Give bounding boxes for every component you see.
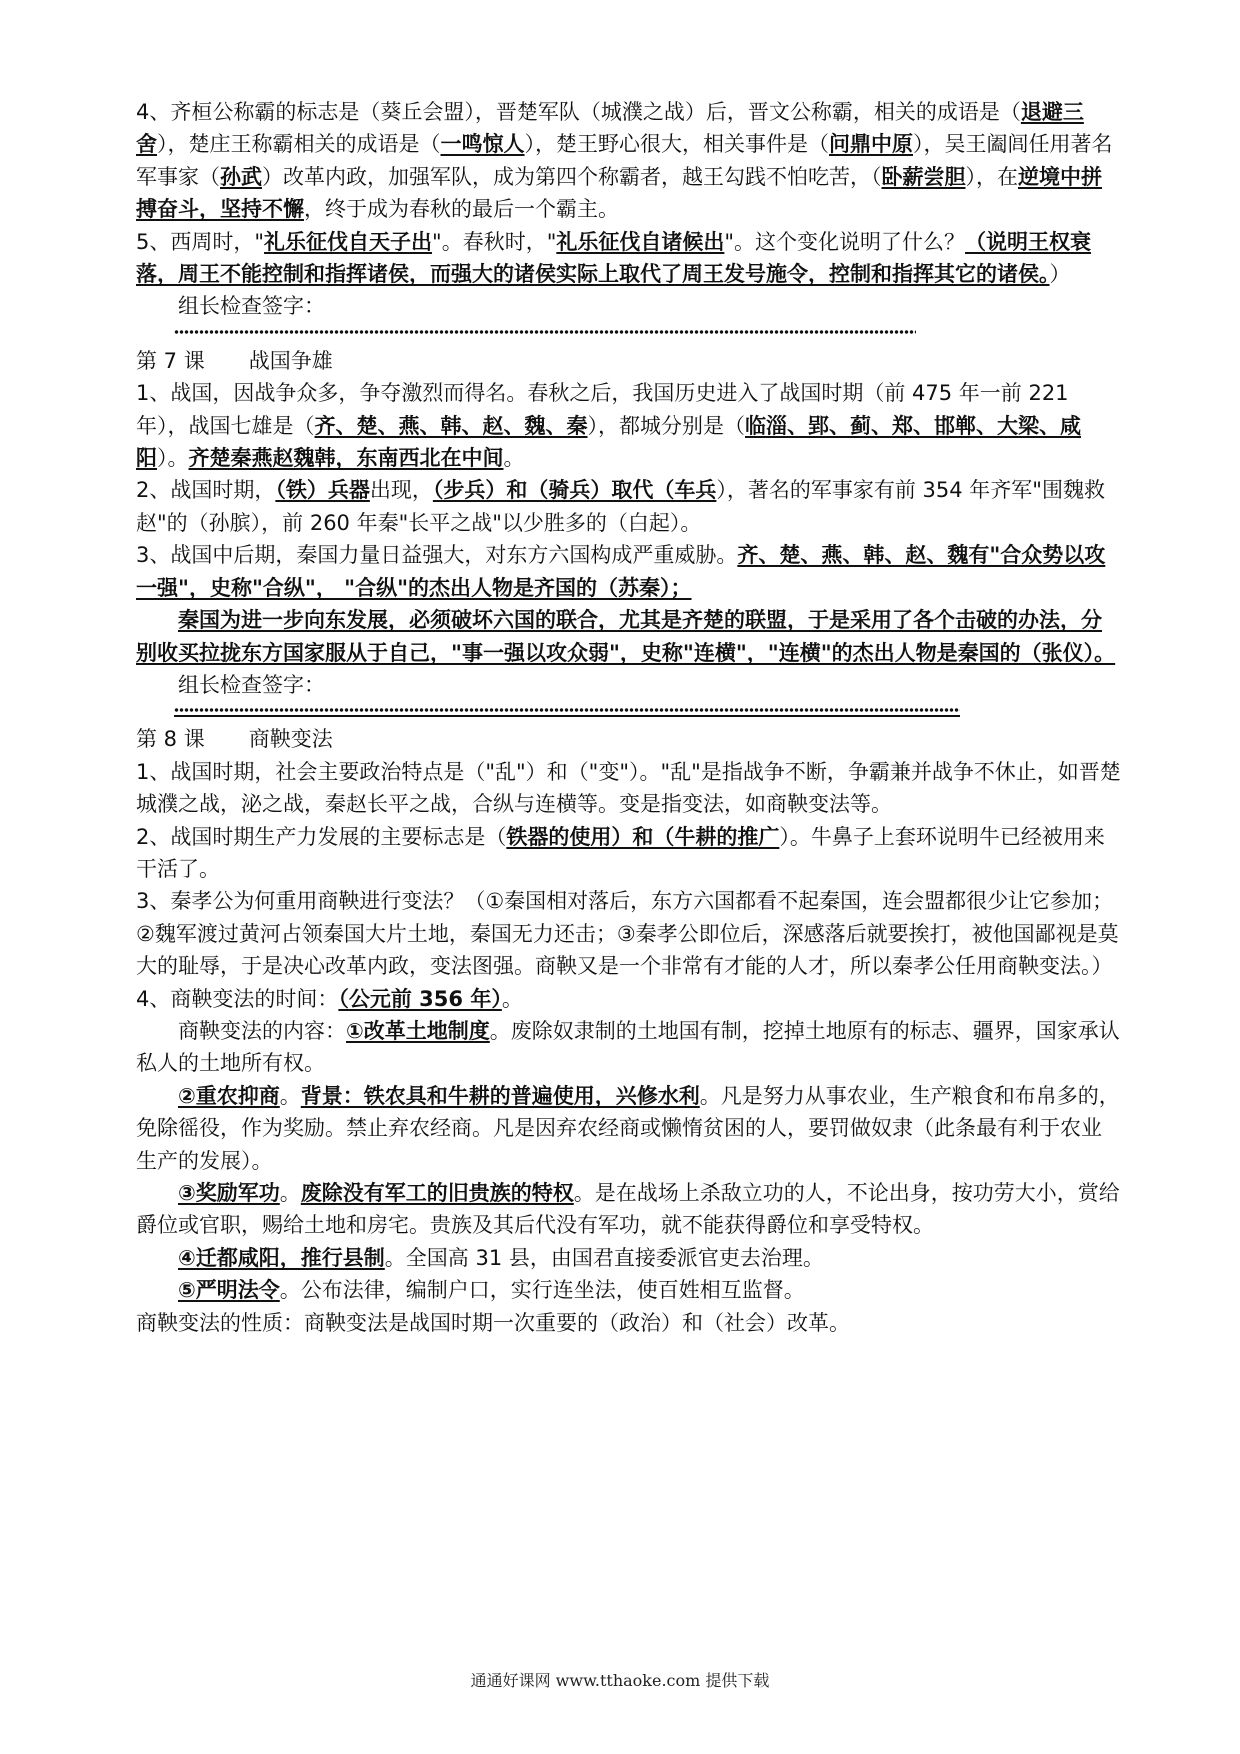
paragraph-l8-content-1 — [136, 1015, 1122, 1080]
emphasized-text: ②重农抑商 — [178, 1083, 280, 1108]
text-run: "。这个变化说明了什么？ — [724, 229, 966, 254]
emphasized-text: （步兵）和（骑兵）取代（车兵 — [432, 478, 717, 503]
text-run: ），吴王阖闾任用著名军事家（ — [136, 132, 1113, 189]
paragraph-l7-q3 — [136, 539, 1122, 604]
dotted-signature-line — [174, 325, 916, 339]
emphasized-text: ④迁都咸阳，推行县制 — [178, 1245, 385, 1270]
emphasized-text: 铁器的使用）和（牛耕的推广 — [506, 824, 780, 849]
signature-label: 组长检查签字： — [178, 294, 325, 319]
text-run: ）。 — [157, 446, 189, 471]
text-run: 。全国高 31 县，由国君直接委派官吏去治理。 — [384, 1245, 824, 1270]
text-run: 1、战国时期，社会主要政治特点是（"乱"）和（"变"）。"乱"是指战争不断，争霸兼并战争不休止，如晋楚城濮之战，泌之战，秦赵长平之战，合纵与连横等。变是指变法，如商鞅变法等。 — [136, 759, 1121, 817]
paragraph-l8-q4 — [136, 983, 1122, 1015]
paragraph-s6-q5 — [136, 226, 1122, 291]
paragraph-l7-q1 — [136, 377, 1122, 474]
lesson-title: 战国争雄 — [248, 348, 333, 373]
paragraph-l7-q2 — [136, 474, 1122, 539]
emphasized-text: 卧薪尝胆 — [881, 164, 966, 189]
emphasized-text: 齐、楚、燕、韩、赵、魏有"合众势以攻一强"，史称"合纵"， "合纵"的杰出人物是齐国的（苏秦）； — [136, 543, 1106, 600]
lesson-7-heading — [136, 345, 1122, 377]
text-run: ）改革内政，加强军队，成为第四个称霸者，越王勾践不怕吃苦，（ — [262, 164, 882, 189]
emphasized-text: 背景：铁农具和牛耕的普遍使用，兴修水利 — [300, 1083, 700, 1108]
text-run: 1、战国，因战争众多，争夺激烈而得名。春秋之后，我国历史进入了战国时期（前 475 年一前 221 年），战国七雄是（ — [136, 381, 1069, 438]
lesson-number: 第 8 课 — [136, 727, 205, 752]
emphasized-text: 退避三舍 — [136, 100, 1084, 157]
lesson-title: 商鞅变法 — [248, 727, 333, 752]
text-run: 3、秦孝公为何重用商鞅进行变法？（①秦国相对落后，东方六国都看不起秦国，连会盟都很少让它参加；②魏军渡过黄河占领秦国大片土地，秦国无力还击；③秦孝公即位后，深感落后就要挨打，被他国鄙视是莫大的耻辱，于是决心改革内政，变法图强。商鞅又是一个非常有才能的人才，所以秦孝公任用商鞅变法。） — [136, 889, 1119, 979]
dotted-signature-line — [174, 703, 960, 717]
paragraph-s6-q4 — [136, 96, 1122, 226]
emphasized-text: （公元前 356 年） — [338, 986, 502, 1011]
paragraph-l8-content-2 — [136, 1080, 1122, 1177]
text-run: 4、商鞅变法的时间： — [136, 986, 339, 1011]
paragraph-l8-q3 — [136, 885, 1122, 982]
text-run: 。 — [501, 986, 523, 1011]
emphasized-text: 礼乐征伐自诸候出 — [556, 229, 725, 254]
text-run: ），楚庄王称霸相关的成语是（ — [157, 132, 441, 157]
emphasized-text: 礼乐征伐自天子出 — [264, 229, 433, 254]
text-run: "。春秋时，" — [432, 229, 557, 254]
text-run: ），在 — [965, 164, 1018, 189]
text-run: 。 — [279, 1083, 301, 1108]
emphasized-text: 齐、楚、燕、韩、赵、魏、秦 — [314, 413, 588, 438]
paragraph-l8-content-4 — [136, 1242, 1122, 1274]
text-run: 3、战国中后期，秦国力量日益强大，对东方六国构成严重威胁。 — [136, 543, 738, 568]
text-run: ，终于成为春秋的最后一个霸主。 — [304, 197, 619, 222]
emphasized-text: 齐楚秦燕赵魏韩，东南西北在中间 — [188, 446, 504, 471]
text-run: 。是在战场上杀敌立功的人，不论出身，按功劳大小，赏给爵位或官职，赐给土地和房宅。贵族及其后代没有军功，就不能获得爵位和享受特权。 — [136, 1181, 1120, 1238]
emphasized-text: （铁）兵器 — [275, 478, 370, 503]
text-run: 4、齐桓公称霸的标志是（葵丘会盟），晋楚军队（城濮之战）后，晋文公称霸，相关的成语是（ — [136, 100, 1021, 124]
text-run: 。 — [279, 1181, 301, 1205]
emphasized-text: 废除没有军工的旧贵族的特权 — [300, 1181, 574, 1205]
emphasized-text: （说明王权衰落，周王不能控制和指挥诸侯，而强大的诸侯实际上取代了周王发号施令，控制和指挥其它的诸侯。 — [136, 229, 1092, 287]
paragraph-l8-content-5 — [136, 1274, 1122, 1306]
emphasized-text: ③奖励军功 — [178, 1181, 280, 1205]
text-run: 出现， — [369, 478, 433, 503]
text-run: 5、西周时，" — [136, 229, 265, 254]
text-run: 2、战国时期生产力发展的主要标志是（ — [136, 824, 507, 849]
paragraph-l8-q1 — [136, 756, 1122, 821]
text-run: ）。牛鼻子上套环说明牛已经被用来干活了。 — [136, 824, 1105, 881]
text-run: 。废除奴隶制的土地国有制，挖掉土地原有的标志、疆界，国家承认私人的土地所有权。 — [136, 1018, 1120, 1076]
page-footer: 通通好课网 www.tthaoke.com 提供下载 — [470, 1671, 770, 1690]
paragraph-l7-q3b — [136, 604, 1122, 669]
emphasized-text: 问鼎中原 — [829, 132, 913, 157]
emphasized-text: 临淄、郢、蓟、郑、邯郸、大梁、咸阳 — [136, 413, 1081, 471]
emphasized-text: ①改革土地制度 — [346, 1018, 490, 1043]
text-run: 商鞅变法的内容： — [178, 1018, 346, 1043]
text-run: 2、战国时期， — [136, 478, 276, 503]
text-run: 。公布法律，编制户口，实行连坐法，使百姓相互监督。 — [279, 1278, 805, 1303]
text-run: 。凡是努力从事农业，生产粮食和布帛多的，免除徭役，作为奖励。禁止弃农经商。凡是因弃农经商或懒惰贫困的人，要罚做奴隶（此条最有利于农业生产的发展）。 — [136, 1083, 1120, 1173]
text-run: 。 — [503, 446, 525, 471]
lesson-number: 第 7 课 — [136, 348, 205, 373]
emphasized-text: 逆境中拼搏奋斗，坚持不懈 — [136, 164, 1102, 222]
paragraph-l8-q2 — [136, 821, 1122, 886]
emphasized-text: ⑤严明法令 — [178, 1278, 280, 1303]
text-run: ），楚王野心很大，相关事件是（ — [524, 132, 829, 157]
emphasized-text: 孙武 — [220, 164, 262, 189]
signature-label: 组长检查签字： — [178, 672, 325, 697]
paragraph-l8-content-3 — [136, 1177, 1122, 1242]
emphasized-text: 一鸣惊人 — [440, 132, 525, 157]
text-run: ），著名的军事家有前 354 年齐军"围魏救赵"的（孙膑），前 260 年秦"长平之战"以少胜多的（白起）。 — [136, 478, 1105, 535]
lesson-8-heading — [136, 723, 1122, 755]
document-body — [136, 96, 1122, 1339]
text-run: ），都城分别是（ — [587, 413, 745, 438]
paragraph-l8-nature — [136, 1307, 1122, 1339]
text-run: 商鞅变法的性质：商鞅变法是战国时期一次重要的（政治）和（社会）改革。 — [136, 1310, 850, 1335]
emphasized-text: 秦国为进一步向东发展，必须破坏六国的联合，尤其是齐楚的联盟，于是采用了各个击破的办法，分别收买拉拢东方国家服从于自己，"事一强以攻众弱"，史称"连横"，"连横"的杰出人物是秦国的（张仪）。 — [136, 608, 1116, 665]
text-run: ） — [1049, 262, 1071, 287]
